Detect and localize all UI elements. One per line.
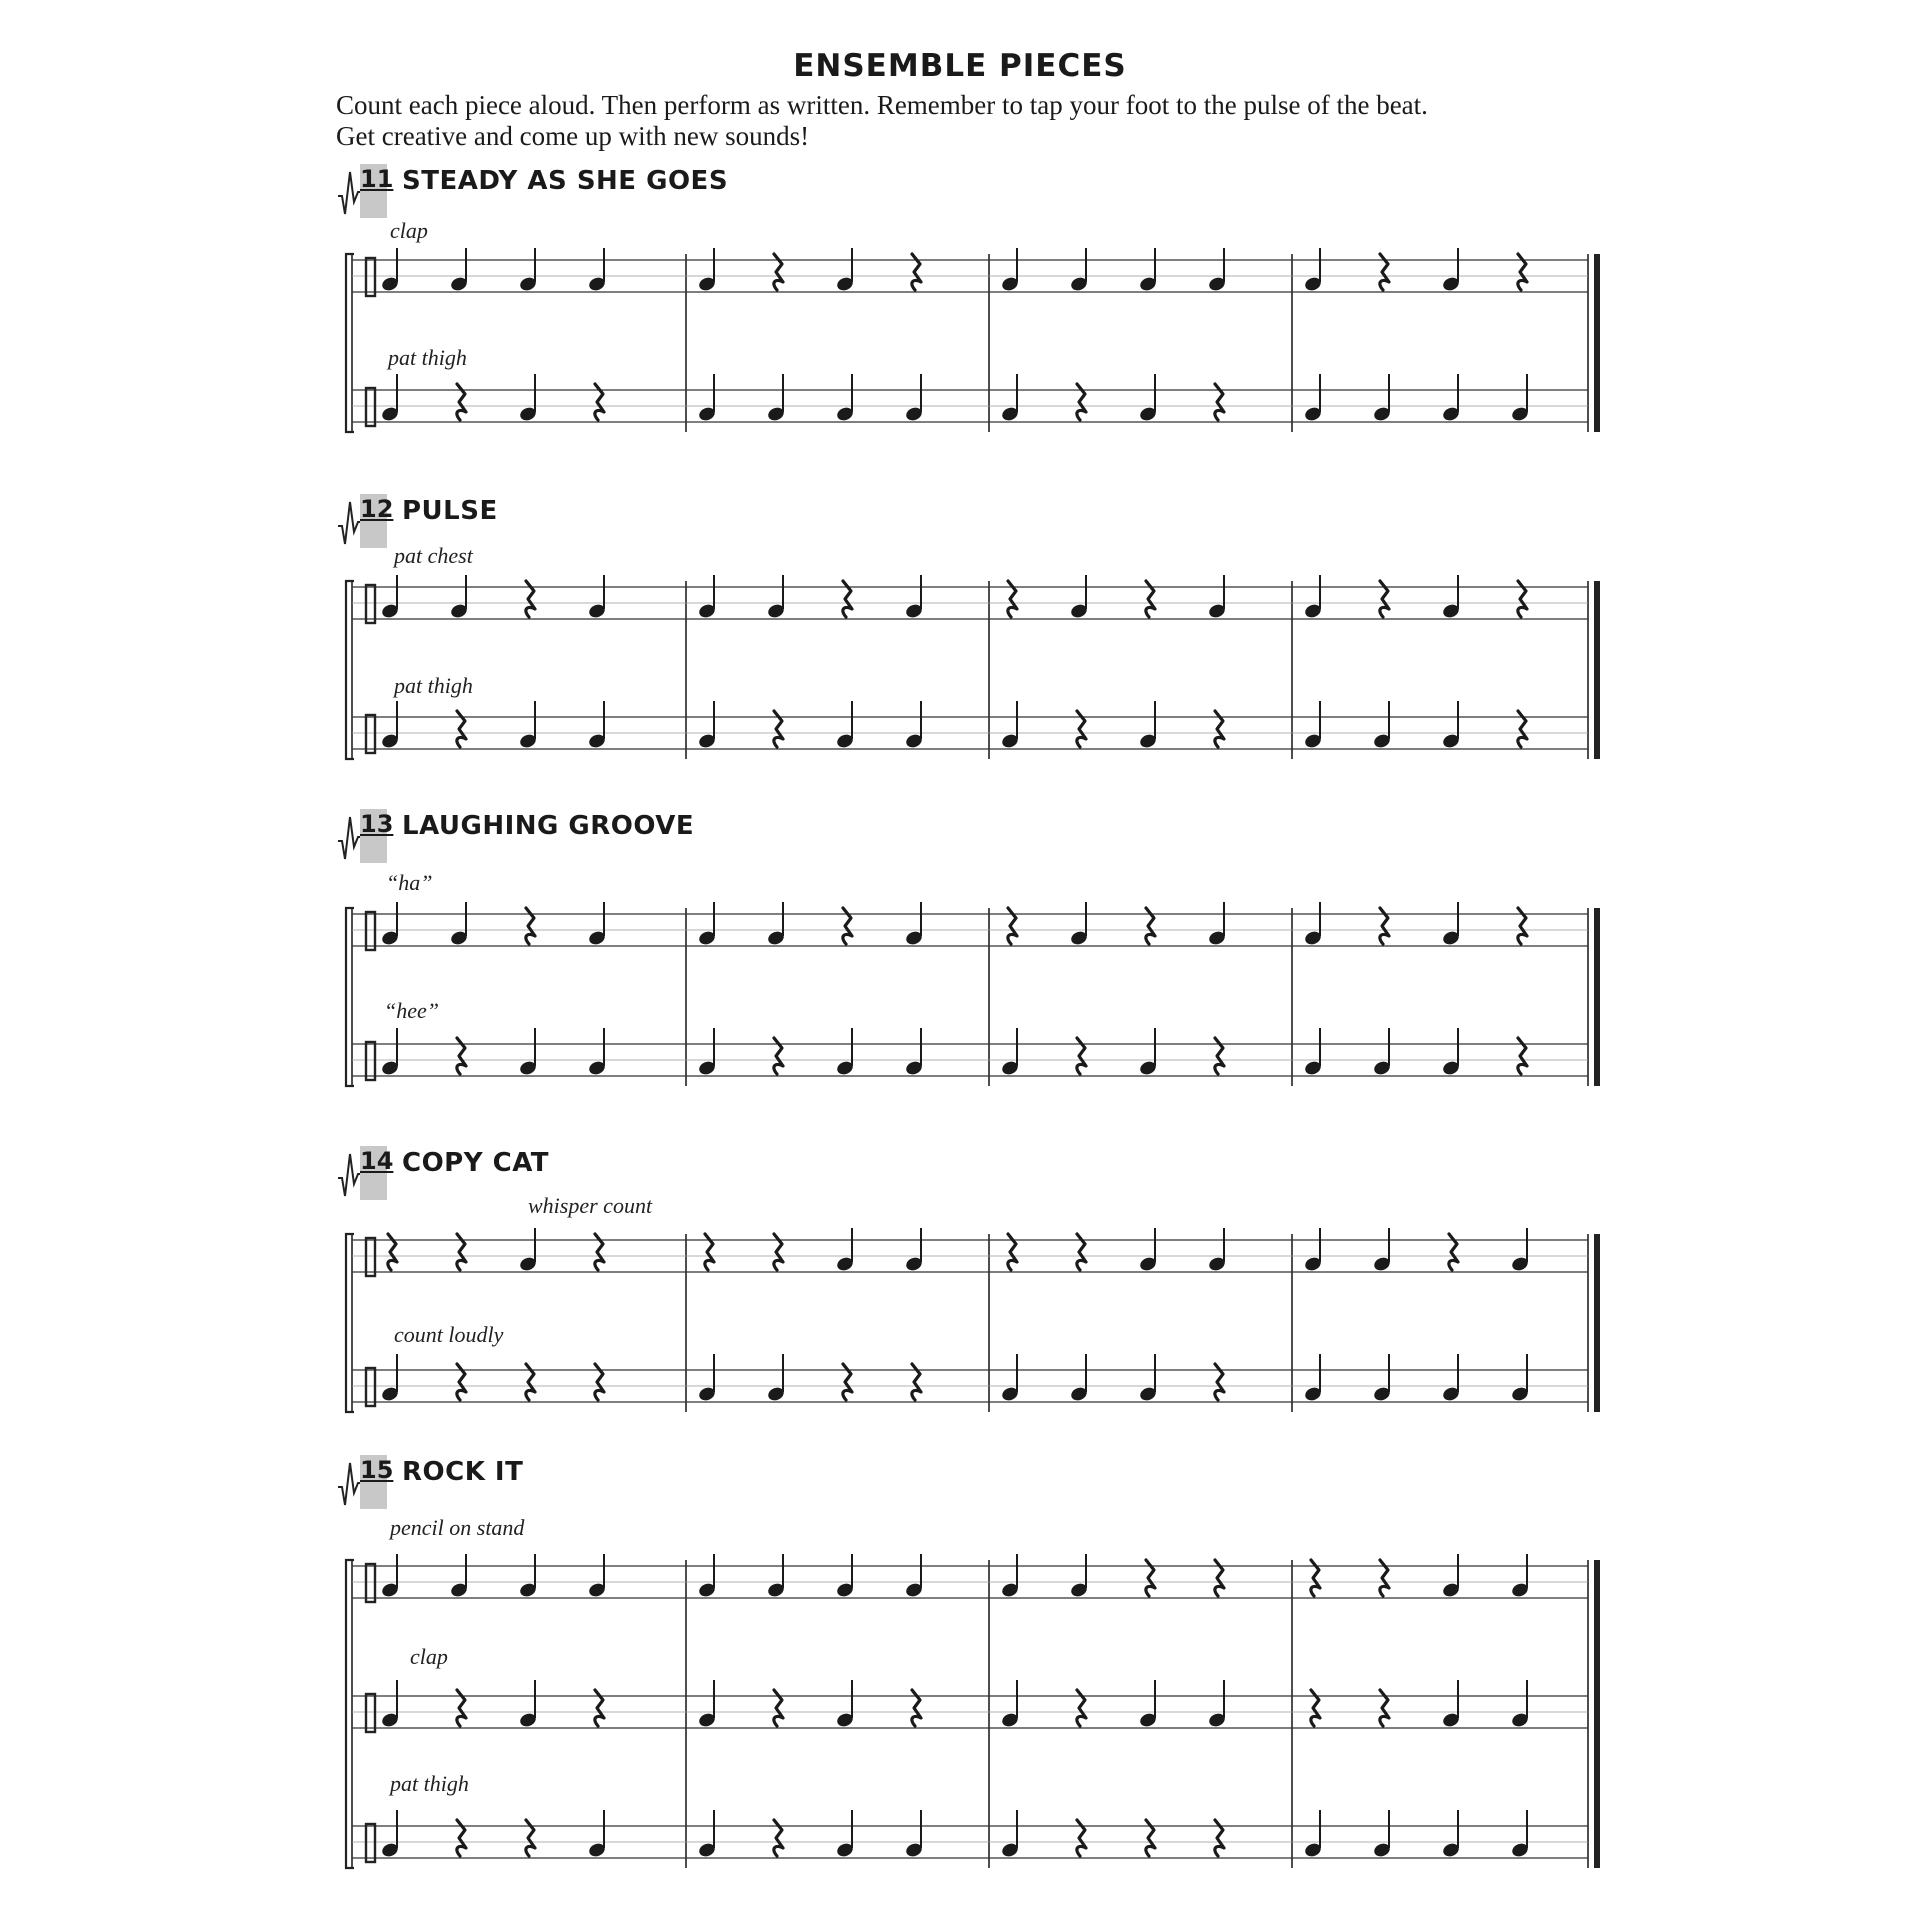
quarter-note <box>1441 248 1460 293</box>
quarter-note <box>1303 374 1322 423</box>
part-label: clap <box>410 1644 448 1669</box>
quarter-note <box>1372 1228 1391 1273</box>
quarter-note <box>518 374 537 423</box>
percussion-clef-icon <box>366 1564 375 1602</box>
quarter-note <box>1000 1028 1019 1077</box>
quarter-note <box>835 1028 854 1077</box>
quarter-note <box>904 575 923 620</box>
piece-title: ROCK IT <box>402 1457 524 1487</box>
rhythm-score <box>0 575 1920 761</box>
quarter-note <box>697 1354 716 1403</box>
quarter-note <box>697 1554 716 1599</box>
quarter-note <box>518 1554 537 1599</box>
quarter-note <box>449 1554 468 1599</box>
piece-title: STEADY AS SHE GOES <box>402 166 729 196</box>
quarter-note <box>1138 1354 1157 1403</box>
quarter-note <box>1441 701 1460 750</box>
final-barline-thick <box>1594 254 1600 432</box>
quarter-note <box>1207 248 1226 293</box>
piece-title: PULSE <box>402 496 498 526</box>
part-label: “ha” <box>386 870 433 895</box>
quarter-note <box>1000 701 1019 750</box>
quarter-note <box>1303 701 1322 750</box>
quarter-note <box>1510 1354 1529 1403</box>
quarter-rest-icon <box>1380 254 1389 290</box>
page-title: ENSEMBLE PIECES <box>793 48 1127 84</box>
quarter-note <box>1441 1028 1460 1077</box>
quarter-note <box>835 701 854 750</box>
percussion-clef-icon <box>366 715 375 753</box>
percussion-clef-icon <box>366 1368 375 1406</box>
piece-title: LAUGHING GROOVE <box>402 811 695 841</box>
quarter-note <box>518 1228 537 1273</box>
quarter-note <box>380 374 399 423</box>
quarter-note <box>766 575 785 620</box>
quarter-note <box>1372 1028 1391 1077</box>
quarter-note <box>1138 1228 1157 1273</box>
rhythm-score <box>0 1228 1920 1414</box>
quarter-note <box>380 1028 399 1077</box>
quarter-note <box>1441 575 1460 620</box>
quarter-note <box>904 1554 923 1599</box>
quarter-note <box>518 248 537 293</box>
rhythm-score <box>0 248 1920 434</box>
quarter-note <box>1000 1554 1019 1599</box>
quarter-note <box>697 248 716 293</box>
quarter-note <box>1510 374 1529 423</box>
quarter-note <box>697 1810 716 1859</box>
quarter-note <box>1069 1354 1088 1403</box>
quarter-note <box>766 902 785 947</box>
quarter-note <box>766 1354 785 1403</box>
quarter-note <box>380 1810 399 1859</box>
percussion-clef-icon <box>366 585 375 623</box>
quarter-note <box>1372 701 1391 750</box>
percussion-clef-icon <box>366 1042 375 1080</box>
piece-number: 13 <box>360 809 387 863</box>
part-label: whisper count <box>528 1193 653 1218</box>
quarter-note <box>1303 1028 1322 1077</box>
rhythm-score <box>0 902 1920 1088</box>
quarter-note <box>1441 374 1460 423</box>
quarter-note <box>1000 1810 1019 1859</box>
quarter-note <box>380 575 399 620</box>
quarter-note <box>1510 1810 1529 1859</box>
quarter-note <box>766 374 785 423</box>
quarter-note <box>1207 575 1226 620</box>
quarter-note <box>904 1228 923 1273</box>
quarter-note <box>1441 1554 1460 1599</box>
quarter-note <box>1372 1354 1391 1403</box>
quarter-note <box>835 1228 854 1273</box>
quarter-note <box>587 1554 606 1599</box>
quarter-note <box>1372 374 1391 423</box>
percussion-clef-icon <box>366 258 375 296</box>
quarter-note <box>697 374 716 423</box>
quarter-note <box>380 701 399 750</box>
quarter-note <box>518 1028 537 1077</box>
quarter-note <box>1069 1554 1088 1599</box>
quarter-note <box>1000 248 1019 293</box>
quarter-note <box>1510 1554 1529 1599</box>
quarter-note <box>1441 1680 1460 1729</box>
quarter-note <box>904 701 923 750</box>
quarter-note <box>1207 1228 1226 1273</box>
quarter-note <box>380 1354 399 1403</box>
quarter-note <box>587 1810 606 1859</box>
quarter-note <box>697 1028 716 1077</box>
percussion-clef-icon <box>366 912 375 950</box>
piece-title: COPY CAT <box>402 1148 550 1178</box>
quarter-note <box>1372 1810 1391 1859</box>
quarter-note <box>1510 1228 1529 1273</box>
piece-number: 15 <box>360 1455 387 1509</box>
part-label: pencil on stand <box>390 1515 525 1540</box>
quarter-note <box>835 1810 854 1859</box>
piece-number: 12 <box>360 494 387 548</box>
quarter-note <box>697 575 716 620</box>
quarter-note <box>1303 1354 1322 1403</box>
quarter-note <box>587 248 606 293</box>
instructions <box>336 90 1636 152</box>
part-label: count loudly <box>394 1322 504 1347</box>
quarter-note <box>1207 1680 1226 1729</box>
quarter-note <box>1000 1354 1019 1403</box>
quarter-note <box>697 701 716 750</box>
quarter-note <box>1138 701 1157 750</box>
quarter-note <box>904 1028 923 1077</box>
quarter-note <box>1069 902 1088 947</box>
quarter-rest-icon <box>774 254 783 290</box>
quarter-note <box>1069 575 1088 620</box>
quarter-note <box>904 1810 923 1859</box>
quarter-note <box>380 902 399 947</box>
quarter-note <box>904 374 923 423</box>
quarter-note <box>1510 1680 1529 1729</box>
quarter-note <box>1138 1028 1157 1077</box>
quarter-note <box>835 374 854 423</box>
part-label: pat thigh <box>394 673 473 698</box>
instructions-line-2: Get creative and come up with new sounds! <box>336 121 810 151</box>
percussion-clef-icon <box>366 1238 375 1276</box>
quarter-note <box>1303 902 1322 947</box>
quarter-note <box>1138 1680 1157 1729</box>
quarter-note <box>1000 374 1019 423</box>
piece-number: 14 <box>360 1146 387 1200</box>
part-label: “hee” <box>384 998 439 1023</box>
quarter-note <box>587 902 606 947</box>
quarter-note <box>1138 248 1157 293</box>
quarter-note <box>587 575 606 620</box>
quarter-note <box>1441 1810 1460 1859</box>
quarter-note <box>1441 902 1460 947</box>
quarter-note <box>380 1680 399 1729</box>
quarter-note <box>1138 374 1157 423</box>
quarter-note <box>518 1680 537 1729</box>
quarter-note <box>835 248 854 293</box>
final-barline-thick <box>1594 1560 1600 1868</box>
rhythm-score <box>0 1554 1920 1870</box>
quarter-rest-icon <box>912 254 921 290</box>
percussion-clef-icon <box>366 1694 375 1732</box>
quarter-note <box>449 575 468 620</box>
quarter-note <box>587 1028 606 1077</box>
quarter-note <box>904 902 923 947</box>
quarter-note <box>449 902 468 947</box>
quarter-note <box>1441 1354 1460 1403</box>
part-label: pat thigh <box>388 345 467 370</box>
quarter-note <box>380 1554 399 1599</box>
quarter-note <box>835 1680 854 1729</box>
quarter-note <box>449 248 468 293</box>
quarter-note <box>587 701 606 750</box>
instructions-line-1: Count each piece aloud. Then perform as written. Remember to tap your foot to the pulse of the beat. <box>336 90 1428 120</box>
quarter-note <box>1000 1680 1019 1729</box>
quarter-note <box>1303 248 1322 293</box>
piece-number: 11 <box>360 164 387 218</box>
quarter-note <box>1207 902 1226 947</box>
quarter-note <box>766 1554 785 1599</box>
part-label: pat thigh <box>390 1771 469 1796</box>
quarter-note <box>835 1554 854 1599</box>
part-label: clap <box>390 218 428 243</box>
quarter-rest-icon <box>1518 254 1527 290</box>
quarter-note <box>1069 248 1088 293</box>
quarter-note <box>697 1680 716 1729</box>
final-barline-thick <box>1594 581 1600 759</box>
quarter-note <box>380 248 399 293</box>
percussion-clef-icon <box>366 388 375 426</box>
quarter-note <box>1303 1810 1322 1859</box>
quarter-note <box>518 701 537 750</box>
percussion-clef-icon <box>366 1824 375 1862</box>
final-barline-thick <box>1594 908 1600 1086</box>
final-barline-thick <box>1594 1234 1600 1412</box>
part-label: pat chest <box>394 543 473 568</box>
quarter-note <box>1303 1228 1322 1273</box>
quarter-note <box>697 902 716 947</box>
quarter-note <box>1303 575 1322 620</box>
